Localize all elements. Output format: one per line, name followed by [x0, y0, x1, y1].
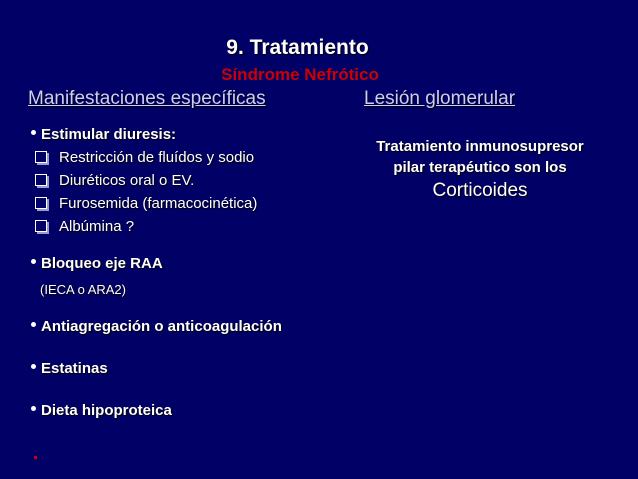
checkbox-bullet-icon	[35, 197, 47, 209]
list-item	[35, 195, 257, 212]
list-item-label: Restricción de fluídos y sodio	[59, 149, 255, 166]
right-column-heading: Lesión glomerular	[364, 88, 516, 109]
bullet-dot	[31, 364, 36, 369]
section-estatinas	[31, 360, 108, 377]
list-item	[35, 218, 134, 235]
checkbox-bullet-icon	[35, 151, 47, 163]
checkbox-bullet-icon	[35, 174, 47, 186]
list-item-label: Furosemida (farmacocinética)	[59, 195, 258, 212]
slide-title: 9. Tratamiento	[226, 36, 369, 59]
bullet-dot	[31, 130, 36, 135]
slide-subtitle: Síndrome Nefrótico	[221, 65, 379, 84]
right-text-highlight: Corticoides	[432, 180, 528, 201]
section-label: Antiagregación o anticoagulación	[41, 318, 282, 335]
list-item	[35, 172, 194, 189]
section-bloqueo-raa	[31, 255, 163, 272]
section-label: Estimular diuresis:	[41, 126, 177, 143]
list-item-label: Diuréticos oral o EV.	[59, 172, 195, 189]
section-antiagregacion	[31, 318, 282, 335]
section-note: (IECA o ARA2)	[40, 282, 126, 297]
section-label: Estatinas	[41, 360, 108, 377]
list-item-label: Albúmina ?	[59, 218, 135, 235]
section-label: Bloqueo eje RAA	[41, 255, 163, 272]
section-dieta	[31, 402, 172, 419]
bullet-dot	[31, 259, 36, 264]
left-column-heading: Manifestaciones específicas	[28, 88, 266, 109]
right-text-line-1: Tratamiento inmunosupresor	[376, 138, 584, 155]
bullet-dot	[31, 406, 36, 411]
section-label: Dieta hipoproteica	[41, 402, 172, 419]
decorative-dot	[34, 456, 37, 459]
list-item	[35, 149, 254, 166]
checkbox-bullet-icon	[35, 220, 47, 232]
right-text-line-2: pilar terapéutico son los	[393, 159, 567, 176]
bullet-dot	[31, 322, 36, 327]
section-estimular-diuresis	[31, 126, 176, 143]
